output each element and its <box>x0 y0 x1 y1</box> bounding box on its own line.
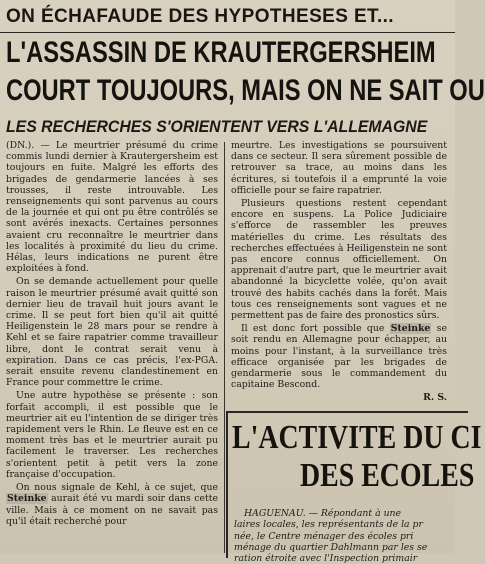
article-right-column <box>231 140 447 404</box>
paragraph <box>231 323 447 390</box>
second-article-body <box>234 508 474 564</box>
text-span: Il est donc fort possible que <box>241 323 385 335</box>
paragraph: Une autre hypothèse se présente : son forfait accompli, il est possible que le meurtrier ait eu l'intention de se diriger très rapidement vers le Rhin. Le fleuve est en ce moment très bas et le meurtrier aurait pu facilement le traverser. Les recherches s'orientent petit à petit vers la zone française d'occupation. <box>6 390 218 480</box>
article-left-column <box>6 140 218 529</box>
paragraph: On se demande actuellement pour quelle raison le meurtrier présumé avait quitté son dernier lieu de travail huit jours avant le crime. Il se peut fort bien qu'il ait quitté Heiligenstein le 28 mars pour se rendre à Kehl et se faire rapatrier comme travailleur libre, dont le contrat serait venu à expiration. Dans ce cas précis, l'ex-PGA. serait ensuite revenu clandestinement en France pour commettre le crime. <box>6 276 218 389</box>
text-span: se soit rendu en Allemagne pour échapper, au moins pour l'instant, à la surveillance très efficace organisée par les brigades de gendarmerie sous le commandement du capitaine Bescond. <box>231 323 447 391</box>
paragraph: Plusieurs questions restent cependant encore en suspens. La Police Judiciaire s'efforce de rassembler les preuves matérielles du crime. Les résultats des recherches effectuées à Heiligenstein ne sont pas encore connus officiellement. On apprenait d'autre part, que le meurtrier avait abandonné la bicyclette volée, qu'on avait trouvé des habits cachés dans la forêt. Mais tous ces renseignements sont vagues et ne permettent pas de faire des pronostics sûrs. <box>231 198 447 322</box>
second-article-headline-2: DES ECOLES <box>300 457 475 494</box>
rule-divider <box>0 32 455 33</box>
text-line: ménage du quartier Dahlmann par les se <box>234 541 428 553</box>
text-line: ration étroite avec l'Inspection primair <box>234 553 418 564</box>
main-headline-line-2: COURT TOUJOURS, MAIS ON NE SAIT OU <box>6 74 485 107</box>
main-headline-line-1: L'ASSASSIN DE KRAUTERGERSHEIM <box>6 36 436 69</box>
sub-headline: LES RECHERCHES S'ORIENTENT VERS L'ALLEMAGNE <box>6 117 428 136</box>
second-article-headline-1: L'ACTIVITE DU CI <box>232 419 482 456</box>
highlighted-name: Steinke <box>7 493 47 505</box>
paragraph <box>6 482 218 527</box>
highlighted-name: Steinke <box>390 323 431 335</box>
author-signature: R. S. <box>423 392 447 404</box>
column-divider <box>224 142 225 553</box>
paragraph: (DN.). — Le meurtrier présumé du crime commis lundi dernier à Krautergersheim est toujours en fuite. Malgré les efforts des brigades de gendarmerie lancées à ses trousses, il reste introuvable. Les renseignements qui sont parvenus au cours de la journée et qui ont pu être contrôlés se sont avérés inexacts. Certaines personnes avaient cru reconnaître le meurtrier dans les localités à proximité du lieu du crime. Hélas, leurs indications ne purent être exploitées à fond. <box>6 140 218 275</box>
text-line: HAGUENAU. — Répondant à une <box>244 508 402 519</box>
paragraph: meurtre. Les investigations se poursuivent dans ce secteur. Il sera sûrement possible de retrouver sa trace, au moins dans les écritures, si toutefois il a emprunté la voie officielle pour se faire rapatrier. <box>231 140 447 196</box>
text-span: On nous signale de Kehl, à ce sujet, que <box>16 482 218 494</box>
text-span: aurait été vu mardi soir dans cette ville. Mais à ce moment on ne savait pas qu'il était recherché pour <box>6 493 218 527</box>
second-article <box>226 411 482 564</box>
kicker-headline: ON ÉCHAFAUDE DES HYPOTHESES ET... <box>6 6 394 27</box>
text-line: laires locales, les représentants de la pr <box>234 519 423 531</box>
text-line: née, le Centre ménager des écoles pri <box>234 530 414 542</box>
